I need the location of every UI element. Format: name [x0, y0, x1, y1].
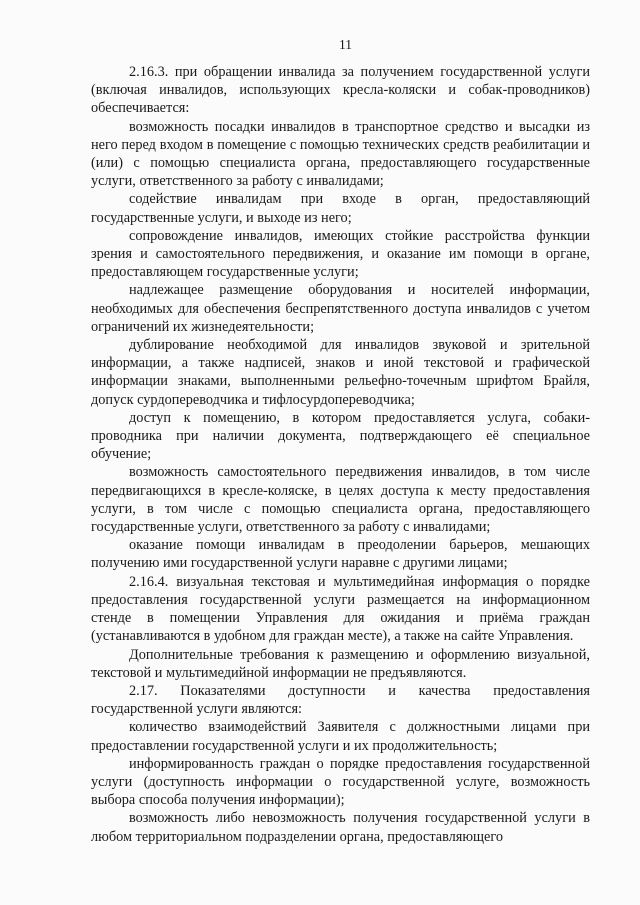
page-number: 11: [339, 37, 352, 52]
paragraph-interactions-count: количество взаимодействий Заявителя с должностными лицами при предоставлении государственной услуги и их продолжительность;: [91, 719, 590, 754]
paragraph-awareness: информированность граждан о порядке предоставления государственной услуги (доступность информации о государственной услуге, возможность выбора способа получения информации);: [91, 755, 590, 809]
paragraph-2-16-4: 2.16.4. визуальная текстовая и мультимедийная информация о порядке предоставления государственной услуги размещается на информационном стенде в помещении Управления для ожидания и приёма граждан (устанавливаются в удобном для граждан месте), а также на сайте Управления.: [91, 573, 590, 645]
paragraph-additional-requirements: Дополнительные требования к размещению и оформлению визуальной, текстовой и мультимедийной информации не предъявляются.: [91, 646, 590, 681]
paragraph-territorial-availability: возможность либо невозможность получения государственной услуги в любом территориальном подразделении органа, предоставляющего: [91, 810, 590, 845]
paragraph-2-16-3: 2.16.3. при обращении инвалида за получением государственной услуги (включая инвалидов, использующих кресла-коляски и собак-проводников) обеспечивается:: [91, 64, 590, 117]
paragraph-entry-assistance: содействие инвалидам при входе в орган, предоставляющий государственные услуги, и выходе из него;: [91, 191, 590, 226]
paragraph-boarding-vehicle: возможность посадки инвалидов в транспортное средство и высадки из него перед входом в помещение с помощью технических средств реабилитации и (или) с помощью специалиста органа, предоставляющего государственные услуги, ответственного за работу с инвалидами;: [91, 118, 590, 190]
paragraph-independent-movement: возможность самостоятельного передвижения инвалидов, в том числе передвигающихся в кресле-коляске, в целях доступа к месту предоставления услуги, в том числе с помощью специалиста органа, предоставляющего государственные услуги, ответственного за работу с инвалидами;: [91, 464, 590, 536]
paragraph-barrier-help: оказание помощи инвалидам в преодолении барьеров, мешающих получению ими государственной услуги наравне с другими лицами;: [91, 537, 590, 572]
paragraph-2-17: 2.17. Показателями доступности и качества предоставления государственной услуги являются:: [91, 682, 590, 718]
paragraph-guide-dog-access: доступ к помещению, в котором предоставляется услуга, собаки-проводника при наличии документа, подтверждающего её специальное обучение;: [91, 409, 590, 463]
paragraph-duplication-braille: дублирование необходимой для инвалидов звуковой и зрительной информации, а также надписей, знаков и иной текстовой и графической информации знаками, выполненными рельефно-точечным шрифтом Брайля, допуск сурдопереводчика и тифлосурдопереводчика;: [91, 337, 590, 408]
paragraph-escort: сопровождение инвалидов, имеющих стойкие расстройства функции зрения и самостоятельного передвижения, и оказание им помощи в органе, предоставляющем государственные услуги;: [91, 227, 590, 281]
paragraph-equipment-placement: надлежащее размещение оборудования и носителей информации, необходимых для обеспечения беспрепятственного доступа инвалидов с учетом ограничений их жизнедеятельности;: [91, 282, 590, 335]
